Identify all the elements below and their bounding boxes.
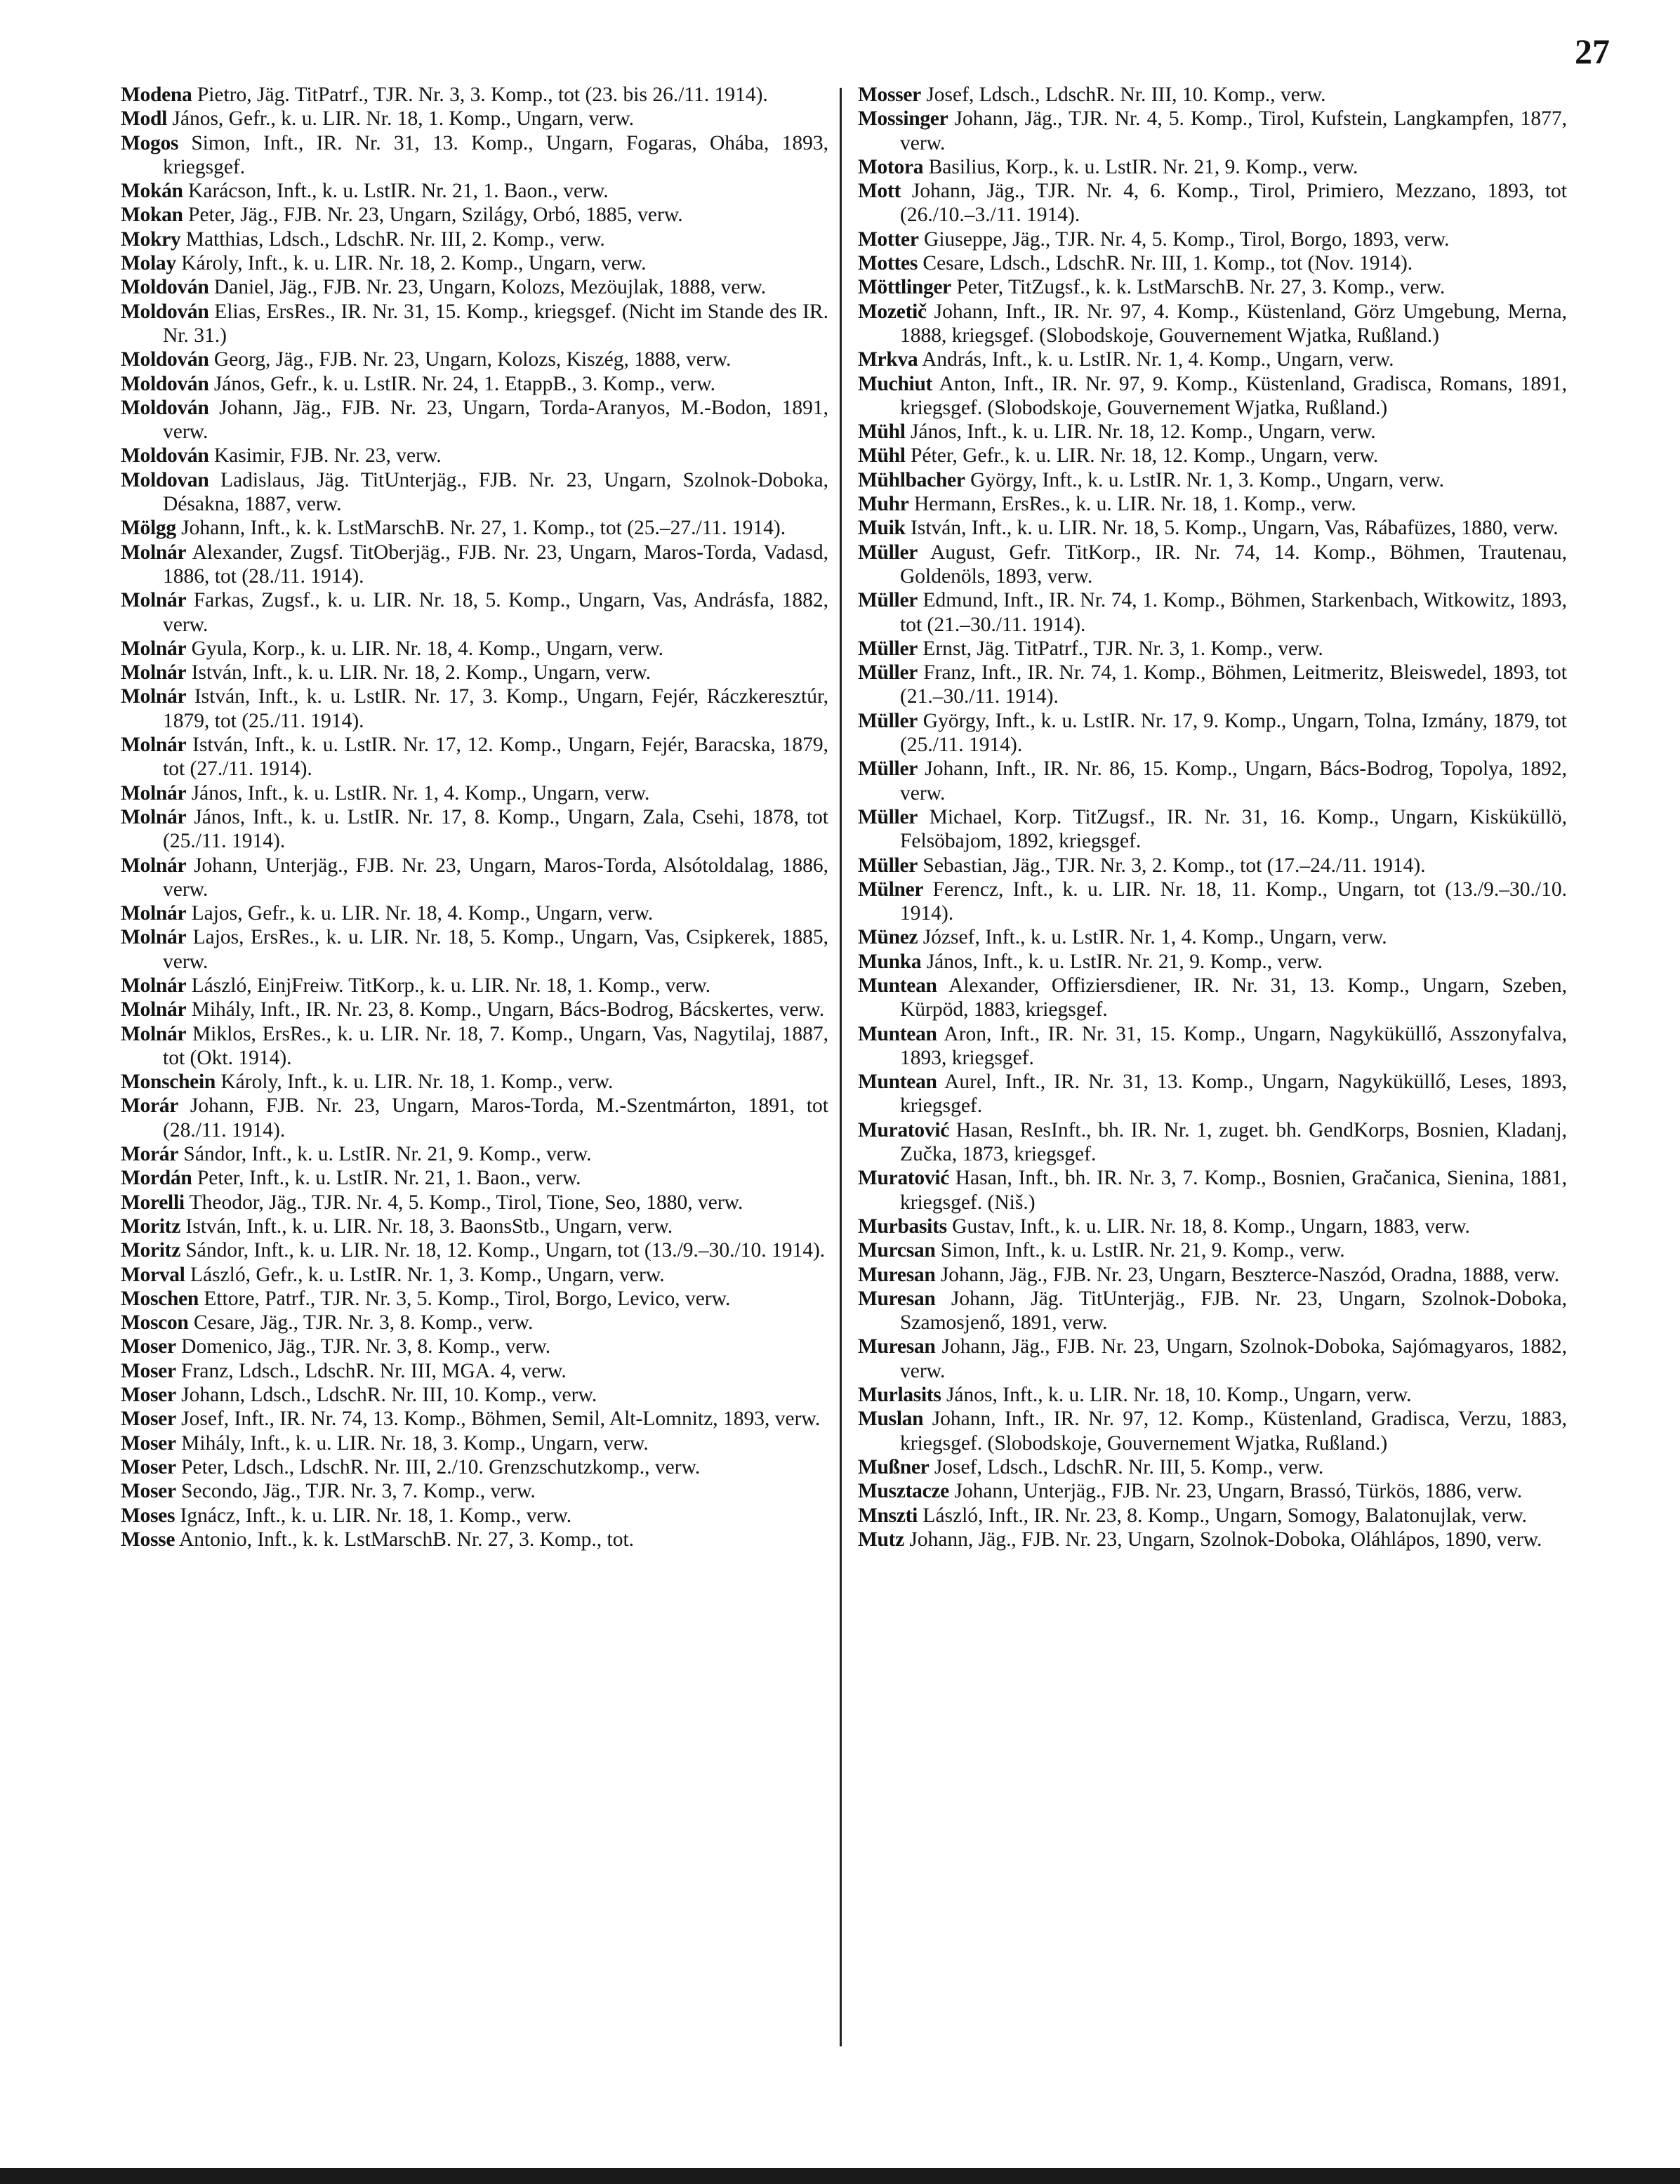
entry-surname: Mokán — [121, 180, 183, 203]
entry-surname: Moldován — [121, 444, 209, 468]
entry-details: Gyula, Korp., k. u. LIR. Nr. 18, 4. Komp., Ungarn, verw. — [186, 637, 664, 660]
scan-bottom-border — [0, 2168, 1680, 2184]
register-entry — [121, 203, 828, 227]
entry-surname: Molnár — [121, 902, 187, 925]
entry-details: Peter, Jäg., FJB. Nr. 23, Ungarn, Szilágy, Orbó, 1885, verw. — [183, 204, 683, 227]
entry-surname: Molnár — [121, 781, 187, 805]
entry-surname: Murlasits — [858, 1384, 941, 1407]
entry-details: Cesare, Jäg., TJR. Nr. 3, 8. Komp., verw. — [188, 1311, 534, 1335]
entry-surname: Moser — [121, 1455, 176, 1478]
entry-surname: Mosse — [121, 1528, 176, 1551]
register-entry — [858, 348, 1567, 371]
register-entry — [858, 1287, 1567, 1335]
entry-details: Károly, Inft., k. u. LIR. Nr. 18, 2. Komp., Ungarn, verw. — [176, 252, 647, 275]
entry-details: Ignácz, Inft., k. u. LIR. Nr. 18, 1. Komp., verw. — [175, 1504, 572, 1527]
entry-details: Giuseppe, Jäg., TJR. Nr. 4, 5. Komp., Tirol, Borgo, 1893, verw. — [918, 227, 1450, 251]
entry-details: János, Inft., k. u. LstIR. Nr. 21, 9. Komp., verw. — [921, 950, 1323, 973]
register-entry — [858, 1263, 1567, 1287]
entry-details: Lajos, Gefr., k. u. LIR. Nr. 18, 4. Komp., Ungarn, verw. — [186, 902, 654, 925]
entry-surname: Mölgg — [121, 517, 176, 540]
register-entry — [858, 925, 1567, 949]
entry-surname: Moses — [121, 1504, 176, 1527]
entry-details: Johann, Unterjäg., FJB. Nr. 23, Ungarn, Maros-Torda, Alsótoldalag, 1886, verw. — [163, 854, 828, 901]
entry-details: Hermann, ErsRes., k. u. LIR. Nr. 18, 1. Komp., verw. — [908, 493, 1356, 516]
entry-surname: Musztacze — [858, 1480, 949, 1503]
entry-surname: Motter — [858, 227, 919, 251]
entry-surname: Müller — [858, 854, 918, 877]
register-entry — [858, 661, 1567, 709]
register-entry — [121, 588, 828, 637]
entry-surname: Mnszti — [858, 1504, 918, 1527]
entry-surname: Mott — [858, 180, 901, 203]
entry-details: Farkas, Zugsf., k. u. LIR. Nr. 18, 5. Komp., Ungarn, Vas, Andrásfa, 1882, verw. — [163, 589, 828, 636]
entry-surname: Murcsan — [858, 1239, 936, 1262]
entry-details: Johann, Ldsch., LdschR. Nr. III, 10. Komp., verw. — [176, 1384, 597, 1407]
register-entry — [858, 155, 1567, 179]
entry-details: Georg, Jäg., FJB. Nr. 23, Ungarn, Kolozs, Kiszég, 1888, verw. — [209, 348, 732, 371]
entry-details: László, EinjFreiw. TitKorp., k. u. LIR. Nr. 18, 1. Komp., verw. — [186, 974, 710, 997]
entry-details: Cesare, Ldsch., LdschR. Nr. III, 1. Komp., tot (Nov. 1914). — [918, 252, 1413, 275]
entry-surname: Moser — [121, 1408, 176, 1431]
entry-surname: Muratović — [858, 1118, 950, 1141]
entry-details: János, Inft., k. u. LIR. Nr. 18, 12. Komp., Ungarn, verw. — [905, 421, 1376, 444]
entry-details: Mihály, Inft., IR. Nr. 23, 8. Komp., Ungarn, Bács-Bodrog, Bácskertes, verw. — [186, 998, 825, 1021]
register-entry — [858, 1455, 1567, 1479]
entry-details: Alexander, Offiziersdiener, IR. Nr. 31, 13. Komp., Ungarn, Szeben, Kürpöd, 1883, kriegsgef. — [900, 974, 1567, 1021]
entry-details: János, Inft., k. u. LstIR. Nr. 17, 8. Komp., Ungarn, Zala, Csehi, 1878, tot (25./11. 1914). — [163, 805, 828, 853]
entry-details: Károly, Inft., k. u. LIR. Nr. 18, 1. Komp., verw. — [215, 1071, 614, 1094]
entry-surname: Moser — [121, 1359, 176, 1382]
entry-surname: Molnár — [121, 974, 187, 997]
entry-details: Josef, Ldsch., LdschR. Nr. III, 10. Komp., verw. — [920, 84, 1326, 106]
entry-surname: Moritz — [121, 1215, 181, 1238]
entry-surname: Moldován — [121, 372, 209, 395]
entry-details: Michael, Korp. TitZugsf., IR. Nr. 31, 16. Komp., Ungarn, Kisküküllö, Felsöbajom, 1892, kriegsgef. — [900, 805, 1567, 853]
entry-details: Johann, Jäg., FJB. Nr. 23, Ungarn, Beszterce-Naszód, Oradna, 1888, verw. — [935, 1263, 1560, 1286]
entry-surname: Molnár — [121, 805, 187, 828]
entry-surname: Müller — [858, 709, 918, 732]
register-entry — [858, 251, 1567, 275]
entry-surname: Muhr — [858, 493, 909, 516]
entry-details: Pietro, Jäg. TitPatrf., TJR. Nr. 3, 3. Komp., tot (23. bis 26./11. 1914). — [192, 84, 768, 106]
entry-surname: Mordán — [121, 1167, 192, 1190]
register-entry — [121, 1094, 828, 1142]
register-entry — [121, 1455, 828, 1479]
entry-details: Miklos, ErsRes., k. u. LIR. Nr. 18, 7. Komp., Ungarn, Vas, Nagytilaj, 1887, tot (Okt. 1914). — [163, 1022, 828, 1069]
register-entry — [858, 1118, 1567, 1167]
entry-surname: Morár — [121, 1094, 179, 1118]
entry-details: Franz, Inft., IR. Nr. 74, 1. Komp., Böhmen, Leitmeritz, Bleiswedel, 1893, tot (21.–30./11. 1914). — [900, 661, 1567, 708]
entry-surname: Muntean — [858, 1022, 937, 1045]
entry-surname: Molnár — [121, 685, 187, 708]
entry-surname: Mutz — [858, 1528, 904, 1551]
entry-surname: Muslan — [858, 1408, 924, 1431]
register-entry — [858, 854, 1567, 878]
entry-details: Péter, Gefr., k. u. LIR. Nr. 18, 12. Komp., Ungarn, verw. — [905, 444, 1379, 468]
register-entry — [121, 227, 828, 251]
register-entry — [858, 805, 1567, 854]
entry-details: István, Inft., k. u. LIR. Nr. 18, 5. Komp., Ungarn, Vas, Rábafüzes, 1880, verw. — [905, 517, 1559, 540]
entry-details: Secondo, Jäg., TJR. Nr. 3, 7. Komp., verw. — [176, 1480, 536, 1503]
register-entry — [858, 1528, 1567, 1551]
register-entry — [858, 1022, 1567, 1071]
entry-surname: Modl — [121, 107, 167, 131]
entry-details: Johann, Jäg., FJB. Nr. 23, Ungarn, Szolnok-Doboka, Oláhlápos, 1890, verw. — [904, 1528, 1542, 1551]
register-entry — [121, 1359, 828, 1383]
entry-details: Hasan, Inft., bh. IR. Nr. 3, 7. Komp., Bosnien, Gračanica, Sienina, 1881, kriegsgef. (Niš.) — [900, 1167, 1567, 1214]
entry-surname: Molnár — [121, 926, 187, 949]
entry-details: Karácson, Inft., k. u. LstIR. Nr. 21, 1. Baon., verw. — [183, 180, 609, 203]
entry-surname: Mossinger — [858, 107, 948, 131]
register-entry — [121, 372, 828, 396]
entry-surname: Moldovan — [121, 468, 209, 491]
register-entry — [121, 1263, 828, 1287]
entry-details: Johann, Inft., k. k. LstMarschB. Nr. 27, 1. Komp., tot (25.–27./11. 1914). — [176, 517, 786, 540]
register-entry — [121, 901, 828, 925]
register-entry — [121, 1238, 828, 1262]
register-entry — [121, 733, 828, 781]
entry-details: Sándor, Inft., k. u. LIR. Nr. 18, 12. Komp., Ungarn, tot (13./9.–30./10. 1914). — [180, 1239, 826, 1262]
entry-details: Sebastian, Jäg., TJR. Nr. 3, 2. Komp., tot (17.–24./11. 1914). — [918, 854, 1426, 877]
register-entry — [858, 227, 1567, 251]
entry-surname: Molnár — [121, 734, 187, 757]
column-divider — [840, 88, 842, 2046]
entry-surname: Mülner — [858, 878, 924, 901]
entry-surname: Muntean — [858, 1071, 937, 1094]
register-entry — [858, 637, 1567, 661]
register-entry — [858, 709, 1567, 757]
entry-surname: Muresan — [858, 1287, 936, 1310]
register-entry — [121, 854, 828, 902]
entry-surname: Müller — [858, 541, 918, 564]
entry-surname: Mosser — [858, 84, 921, 106]
register-entry — [858, 1407, 1567, 1455]
entry-details: József, Inft., k. u. LstIR. Nr. 1, 4. Komp., Ungarn, verw. — [918, 926, 1387, 949]
entry-surname: Munka — [858, 950, 922, 973]
register-entry — [121, 637, 828, 661]
entry-surname: Moser — [121, 1335, 176, 1358]
register-entry — [858, 516, 1567, 540]
register-entry — [121, 1431, 828, 1455]
right-column — [858, 83, 1567, 1551]
entry-details: Peter, Ldsch., LdschR. Nr. III, 2./10. Grenzschutzkomp., verw. — [176, 1455, 701, 1478]
entry-surname: Mozetič — [858, 300, 927, 323]
register-entry — [121, 1215, 828, 1238]
register-entry — [858, 1166, 1567, 1215]
entry-details: Sándor, Inft., k. u. LstIR. Nr. 21, 9. Komp., verw. — [178, 1143, 592, 1166]
entry-surname: Morelli — [121, 1191, 185, 1214]
entry-details: Simon, Inft., k. u. LstIR. Nr. 21, 9. Komp., verw. — [935, 1239, 1345, 1262]
entry-details: Johann, Jäg. TitUnterjäg., FJB. Nr. 23, Ungarn, Szolnok-Doboka, Szamosjenő, 1891, verw. — [900, 1287, 1567, 1335]
register-entry — [858, 275, 1567, 299]
entry-details: Franz, Ldsch., LdschR. Nr. III, MGA. 4, verw. — [176, 1359, 567, 1382]
register-entry — [858, 83, 1567, 107]
entry-surname: Molnár — [121, 1022, 187, 1045]
register-entry — [121, 131, 828, 180]
register-entry — [858, 1070, 1567, 1118]
entry-surname: Muresan — [858, 1335, 936, 1358]
entry-surname: Mühlbacher — [858, 468, 965, 491]
entry-details: Johann, Jäg., FJB. Nr. 23, Ungarn, Torda-Aranyos, M.-Bodon, 1891, verw. — [163, 396, 828, 444]
entry-details: Johann, Inft., IR. Nr. 97, 4. Komp., Küstenland, Görz Umgebung, Merna, 1888, kriegsgef. (Slobodskoje, Gouvernement Wjatka, Rußland.) — [900, 300, 1567, 347]
register-entry — [858, 588, 1567, 637]
register-entry — [858, 179, 1567, 227]
entry-details: János, Gefr., k. u. LIR. Nr. 18, 1. Komp., Ungarn, verw. — [167, 107, 635, 131]
entry-surname: Molnár — [121, 854, 187, 877]
entry-surname: Möttlinger — [858, 276, 951, 299]
register-entry — [121, 1479, 828, 1503]
entry-surname: Muntean — [858, 974, 937, 997]
register-entry — [858, 1335, 1567, 1383]
entry-details: István, Inft., k. u. LIR. Nr. 18, 2. Komp., Ungarn, verw. — [186, 661, 651, 684]
entry-surname: Mokry — [121, 227, 181, 251]
entry-surname: Moldován — [121, 348, 209, 371]
entry-surname: Molnár — [121, 637, 187, 660]
entry-details: Ernst, Jäg. TitPatrf., TJR. Nr. 3, 1. Komp., verw. — [918, 637, 1323, 660]
entry-details: Aron, Inft., IR. Nr. 31, 15. Komp., Ungarn, Nagyküküllő, Asszonyfalva, 1893, kriegsgef. — [900, 1022, 1567, 1069]
entry-details: János, Inft., k. u. LIR. Nr. 18, 10. Komp., Ungarn, verw. — [941, 1384, 1412, 1407]
entry-details: Alexander, Zugsf. TitOberjäg., FJB. Nr. 23, Ungarn, Maros-Torda, Vadasd, 1886, tot (28./11. 1914). — [163, 541, 828, 588]
register-entry — [858, 950, 1567, 974]
register-entry — [858, 757, 1567, 805]
register-entry — [858, 420, 1567, 444]
register-entry — [121, 1191, 828, 1215]
entry-surname: Muik — [858, 517, 906, 540]
entry-surname: Münez — [858, 926, 918, 949]
entry-surname: Moldován — [121, 396, 209, 419]
entry-details: Johann, Inft., IR. Nr. 97, 12. Komp., Küstenland, Gradisca, Verzu, 1883, kriegsgef. (Slobodskoje, Gouvernement Wjatka, Rußland.) — [900, 1408, 1567, 1455]
entry-surname: Moritz — [121, 1239, 181, 1262]
entry-details: Matthias, Ldsch., LdschR. Nr. III, 2. Komp., verw. — [180, 227, 605, 251]
register-entry — [858, 541, 1567, 589]
entry-details: Johann, Inft., IR. Nr. 86, 15. Komp., Ungarn, Bács-Bodrog, Topolya, 1892, verw. — [900, 757, 1567, 805]
entry-surname: Moser — [121, 1431, 176, 1455]
register-entry — [858, 878, 1567, 926]
register-entry — [121, 1335, 828, 1358]
entry-details: Peter, Inft., k. u. LstIR. Nr. 21, 1. Baon., verw. — [192, 1167, 581, 1190]
entry-details: János, Inft., k. u. LstIR. Nr. 1, 4. Komp., Ungarn, verw. — [186, 781, 650, 805]
entry-details: Johann, Jäg., TJR. Nr. 4, 6. Komp., Tirol, Primiero, Mezzano, 1893, tot (26./10.–3./11. 1914). — [900, 180, 1567, 227]
entry-surname: Moscon — [121, 1311, 189, 1335]
entry-details: András, Inft., k. u. LstIR. Nr. 1, 4. Komp., Ungarn, verw. — [918, 348, 1394, 371]
entry-surname: Molnár — [121, 589, 187, 612]
entry-details: Anton, Inft., IR. Nr. 97, 9. Komp., Küstenland, Gradisca, Romans, 1891, kriegsgef. (Slobodskoje, Gouvernement Wjatka, Rußland.) — [900, 372, 1567, 419]
register-entry — [121, 348, 828, 371]
register-entry — [858, 107, 1567, 155]
entry-details: Johann, Jäg., FJB. Nr. 23, Ungarn, Szolnok-Doboka, Sajómagyaros, 1882, verw. — [900, 1335, 1567, 1382]
entry-surname: Moser — [121, 1480, 176, 1503]
entry-surname: Muratović — [858, 1167, 950, 1190]
entry-surname: Monschein — [121, 1071, 216, 1094]
entry-details: Josef, Inft., IR. Nr. 74, 13. Komp., Böhmen, Semil, Alt-Lomnitz, 1893, verw. — [176, 1408, 821, 1431]
entry-surname: Müller — [858, 637, 918, 660]
register-entry — [121, 661, 828, 684]
register-entry — [121, 444, 828, 468]
entry-details: August, Gefr. TitKorp., IR. Nr. 74, 14. Komp., Böhmen, Trautenau, Goldenöls, 1893, verw. — [900, 541, 1567, 588]
register-entry — [121, 1528, 828, 1551]
register-entry — [858, 1504, 1567, 1528]
entry-details: István, Inft., k. u. LIR. Nr. 18, 3. BaonsStb., Ungarn, verw. — [180, 1215, 673, 1238]
entry-surname: Mühl — [858, 421, 906, 444]
register-entry — [121, 83, 828, 107]
entry-details: Gustav, Inft., k. u. LIR. Nr. 18, 8. Komp., Ungarn, 1883, verw. — [946, 1215, 1470, 1238]
register-entry — [121, 107, 828, 131]
entry-surname: Mottes — [858, 252, 918, 275]
register-entry — [858, 974, 1567, 1022]
register-entry — [121, 684, 828, 733]
page-number: 27 — [1575, 32, 1610, 71]
entry-surname: Mokan — [121, 204, 183, 227]
entry-surname: Molnár — [121, 661, 187, 684]
register-entry — [121, 275, 828, 299]
entry-surname: Molnár — [121, 998, 187, 1021]
register-entry — [858, 372, 1567, 421]
entry-details: Lajos, ErsRes., k. u. LIR. Nr. 18, 5. Komp., Ungarn, Vas, Csipkerek, 1885, verw. — [163, 926, 828, 973]
entry-details: Elias, ErsRes., IR. Nr. 31, 15. Komp., kriegsgef. (Nicht im Stande des IR. Nr. 31.) — [163, 300, 828, 347]
register-entry — [858, 1215, 1567, 1238]
register-entry — [858, 1479, 1567, 1503]
entry-details: Basilius, Korp., k. u. LstIR. Nr. 21, 9. Komp., verw. — [923, 155, 1358, 178]
entry-details: Antonio, Inft., k. k. LstMarschB. Nr. 27, 3. Komp., tot. — [175, 1528, 635, 1551]
entry-surname: Mühl — [858, 444, 906, 468]
entry-details: István, Inft., k. u. LstIR. Nr. 17, 3. Komp., Ungarn, Fejér, Ráczkeresztúr, 1879, tot (25./11. 1914). — [163, 685, 828, 732]
register-entry — [121, 781, 828, 805]
entry-details: Kasimir, FJB. Nr. 23, verw. — [209, 444, 442, 468]
entry-details: Aurel, Inft., IR. Nr. 31, 13. Komp., Ungarn, Nagyküküllő, Leses, 1893, kriegsgef. — [900, 1071, 1567, 1118]
register-entry — [858, 300, 1567, 348]
entry-surname: Muresan — [858, 1263, 936, 1286]
entry-details: Edmund, Inft., IR. Nr. 74, 1. Komp., Böhmen, Starkenbach, Witkowitz, 1893, tot (21.–30./11. 1914). — [900, 589, 1567, 636]
register-entry — [121, 468, 828, 517]
entry-surname: Müller — [858, 805, 918, 828]
entry-details: Johann, FJB. Nr. 23, Ungarn, Maros-Torda, M.-Szentmárton, 1891, tot (28./11. 1914). — [163, 1094, 828, 1141]
entry-surname: Modena — [121, 84, 192, 106]
entry-details: Josef, Ldsch., LdschR. Nr. III, 5. Komp., verw. — [929, 1455, 1324, 1478]
register-entry — [121, 396, 828, 444]
register-entry — [121, 1022, 828, 1071]
register-entry — [121, 974, 828, 998]
register-entry — [121, 516, 828, 540]
entry-details: Theodor, Jäg., TJR. Nr. 4, 5. Komp., Tirol, Tione, Seo, 1880, verw. — [184, 1191, 743, 1214]
register-entry — [121, 1166, 828, 1190]
entry-details: Ferencz, Inft., k. u. LIR. Nr. 18, 11. Komp., Ungarn, tot (13./9.–30./10. 1914). — [900, 878, 1567, 925]
entry-surname: Mußner — [858, 1455, 930, 1478]
register-entry — [121, 925, 828, 974]
entry-surname: Murbasits — [858, 1215, 947, 1238]
register-entry — [121, 300, 828, 348]
register-entry — [858, 444, 1567, 468]
entry-surname: Moldován — [121, 300, 209, 323]
register-entry — [121, 805, 828, 854]
entry-surname: Mogos — [121, 131, 179, 154]
entry-details: László, Inft., IR. Nr. 23, 8. Komp., Ungarn, Somogy, Balatonujlak, verw. — [918, 1504, 1527, 1527]
register-entry — [121, 1070, 828, 1094]
entry-surname: Motora — [858, 155, 924, 178]
entry-details: György, Inft., k. u. LstIR. Nr. 1, 3. Komp., Ungarn, verw. — [965, 468, 1444, 491]
entry-details: László, Gefr., k. u. LstIR. Nr. 1, 3. Komp., Ungarn, verw. — [185, 1263, 665, 1286]
register-entry — [121, 1383, 828, 1407]
register-entry — [858, 492, 1567, 516]
entry-surname: Moldován — [121, 276, 209, 299]
entry-details: Johann, Jäg., TJR. Nr. 4, 5. Komp., Tirol, Kufstein, Langkampfen, 1877, verw. — [900, 107, 1567, 154]
register-entry — [121, 1407, 828, 1431]
entry-details: Simon, Inft., IR. Nr. 31, 13. Komp., Ungarn, Fogaras, Ohába, 1893, kriegsgef. — [163, 131, 828, 178]
entry-details: Ladislaus, Jäg. TitUnterjäg., FJB. Nr. 23, Ungarn, Szolnok-Doboka, Désakna, 1887, verw. — [163, 468, 828, 516]
entry-surname: Müller — [858, 757, 918, 781]
entry-details: István, Inft., k. u. LstIR. Nr. 17, 12. Komp., Ungarn, Fejér, Baracska, 1879, tot (27./11. 1914). — [163, 734, 828, 781]
entry-details: Hasan, ResInft., bh. IR. Nr. 1, zuget. bh. GendKorps, Bosnien, Kladanj, Zučka, 1873, kriegsgef. — [900, 1118, 1567, 1166]
register-entry — [858, 468, 1567, 492]
entry-surname: Morár — [121, 1143, 179, 1166]
register-entry — [121, 179, 828, 203]
register-entry — [121, 998, 828, 1021]
entry-details: Mihály, Inft., k. u. LIR. Nr. 18, 3. Komp., Ungarn, verw. — [176, 1431, 649, 1455]
register-entry — [121, 1311, 828, 1335]
register-entry — [121, 1504, 828, 1528]
entry-details: Johann, Unterjäg., FJB. Nr. 23, Ungarn, Brassó, Türkös, 1886, verw. — [948, 1480, 1523, 1503]
entry-surname: Müller — [858, 589, 918, 612]
entry-surname: Mrkva — [858, 348, 918, 371]
entry-surname: Moser — [121, 1384, 176, 1407]
entry-surname: Muchiut — [858, 372, 933, 395]
entry-details: Daniel, Jäg., FJB. Nr. 23, Ungarn, Kolozs, Mezöujlak, 1888, verw. — [209, 276, 767, 299]
register-entry — [121, 541, 828, 589]
register-entry — [121, 1287, 828, 1311]
register-entry — [121, 1142, 828, 1166]
entry-details: Ettore, Patrf., TJR. Nr. 3, 5. Komp., Tirol, Borgo, Levico, verw. — [198, 1287, 731, 1310]
left-column — [121, 83, 828, 1551]
entry-surname: Morval — [121, 1263, 185, 1286]
register-entry — [121, 251, 828, 275]
entry-surname: Molay — [121, 252, 176, 275]
entry-surname: Moschen — [121, 1287, 199, 1310]
register-entry — [858, 1383, 1567, 1407]
register-entry — [858, 1238, 1567, 1262]
entry-details: György, Inft., k. u. LstIR. Nr. 17, 9. Komp., Ungarn, Tolna, Izmány, 1879, tot (25./11. 1914). — [900, 709, 1567, 757]
entry-surname: Molnár — [121, 541, 187, 564]
entry-details: Domenico, Jäg., TJR. Nr. 3, 8. Komp., verw. — [176, 1335, 551, 1358]
entry-surname: Müller — [858, 661, 918, 684]
entry-details: Peter, TitZugsf., k. k. LstMarschB. Nr. 27, 3. Komp., verw. — [951, 276, 1446, 299]
entry-details: János, Gefr., k. u. LstIR. Nr. 24, 1. EtappB., 3. Komp., verw. — [209, 372, 716, 395]
